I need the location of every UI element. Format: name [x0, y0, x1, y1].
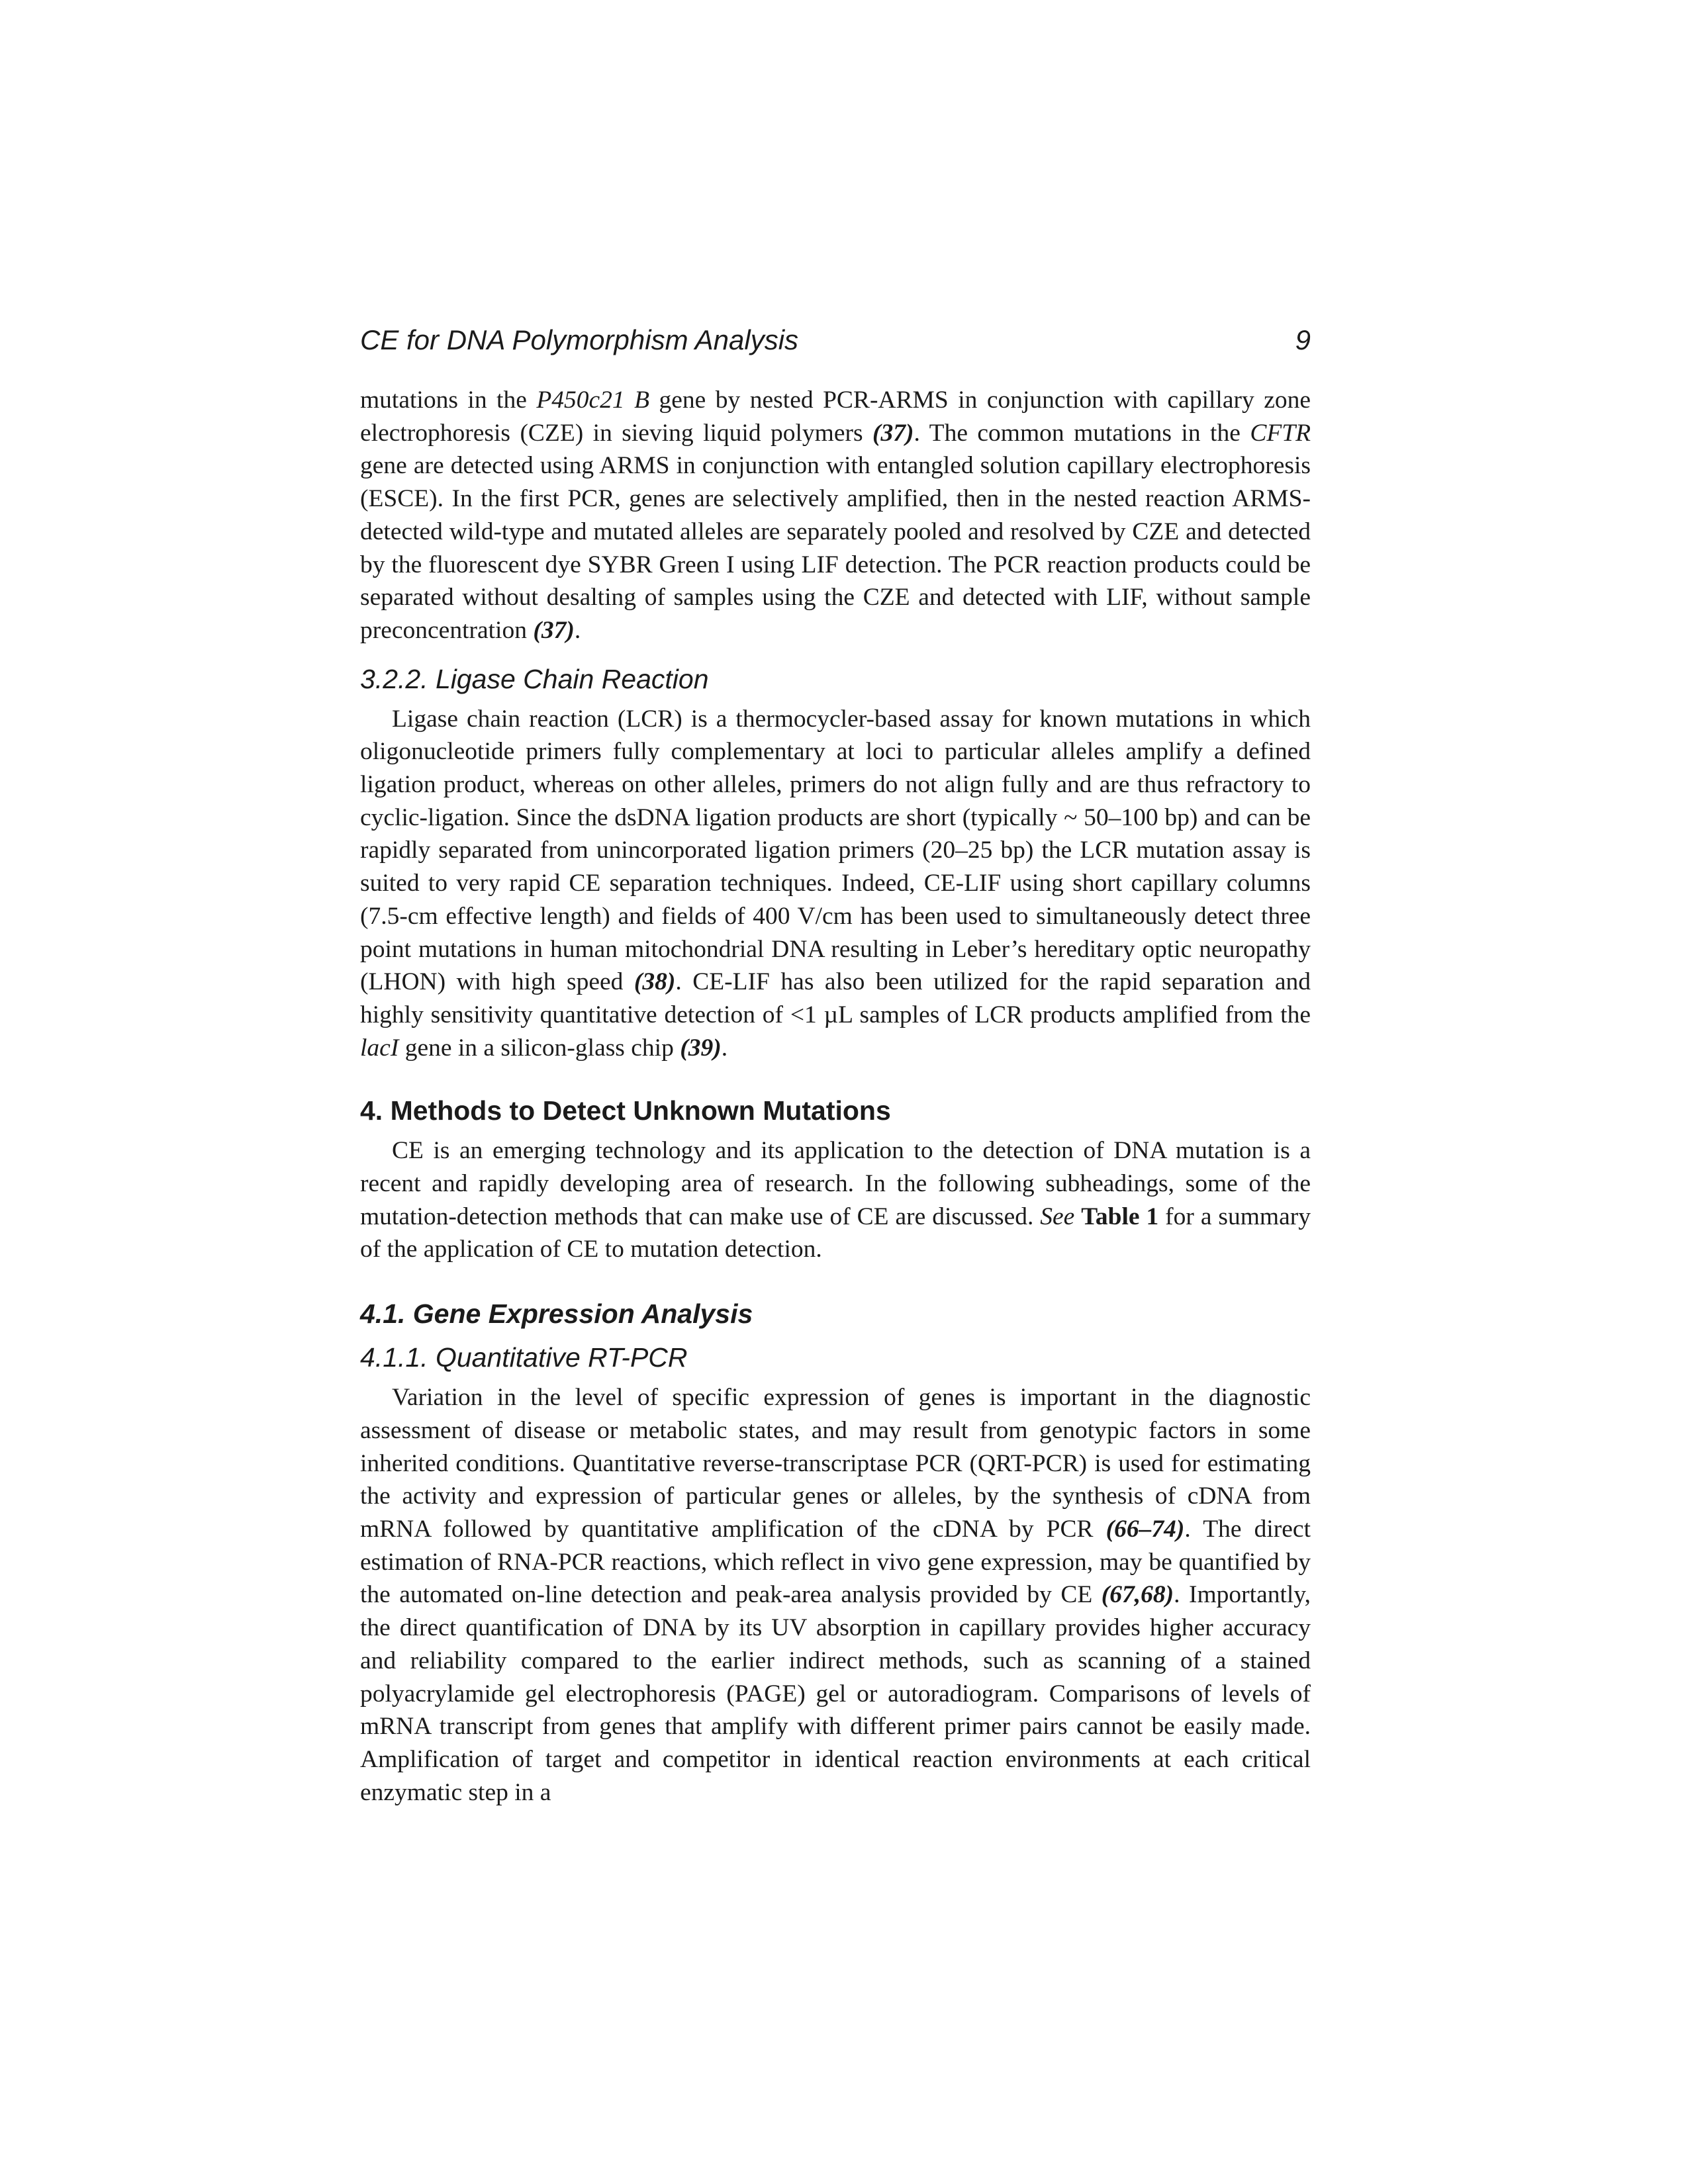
paragraph-continued: [360, 384, 1311, 647]
citation-ref: (39): [680, 1034, 722, 1062]
text-run: gene in a silicon-glass chip: [399, 1034, 680, 1062]
paragraph-qrt-pcr: [360, 1381, 1311, 1809]
citation-ref: (38): [633, 968, 676, 996]
heading-4-1: 4.1. Gene Expression Analysis: [360, 1298, 753, 1330]
text-run: [1074, 1203, 1081, 1230]
running-title: CE for DNA Polymorphism Analysis: [360, 324, 799, 355]
gene-name: CFTR: [1250, 419, 1311, 447]
text-run: Variation in the level of specific expression of genes is important in the diagnostic assessment of disease or metabolic states, and may result from genotypic factors in some inherited conditions. Quantitative reverse-transcriptase PCR (QRT-PCR) is used for estimating the activity and expression of particular genes or alleles, by the synthesis of cDNA from mRNA followed by quantitative amplification of the cDNA by PCR: [360, 1384, 1311, 1543]
paragraph-unknown-mutations: [360, 1134, 1311, 1266]
heading-3-2-2: 3.2.2. Ligase Chain Reaction: [360, 663, 709, 694]
text-run: for a summary of the application of CE to mutation detection.: [360, 1203, 1311, 1263]
text-run: mutations in the: [360, 387, 537, 414]
text-run: .: [574, 616, 581, 644]
gene-name: lacI: [360, 1034, 399, 1062]
text-run: . The common mutations in the: [914, 419, 1250, 447]
citation-ref: (37): [872, 419, 914, 447]
page: [360, 322, 1311, 1809]
text-run: CE is an emerging technology and its application to the detection of DNA mutation is a recent and rapidly developing area of research. In the following subheadings, some of the mutation-detection methods that can make use of CE are discussed.: [360, 1137, 1311, 1230]
citation-ref: (37): [533, 616, 575, 644]
text-run: Ligase chain reaction (LCR) is a thermocycler-based assay for known mutations in which oligonucleotide primers fully complementary at loci to particular alleles amplify a defined ligation product, whereas on other alleles, primers do not align fully and are thus refractory to cyclic-ligation. Since the dsDNA ligation products are short (typically ~ 50–100 bp) and can be rapidly separated from unincorporated ligation primers (20–25 bp) the LCR mutation assay is suited to very rapid CE separation techniques. Indeed, CE-LIF using short capillary columns (7.5-cm effective length) and fields of 400 V/cm has been used to simultaneously detect three point mutations in human mitochondrial DNA resulting in Leber’s hereditary optic neuropathy (LHON) with high speed: [360, 705, 1311, 996]
text-run: . The direct estimation of RNA-PCR reactions, which reflect in vivo gene expression, may be quantified by the automated on-line detection and peak-area analysis provided by CE: [360, 1515, 1311, 1609]
citation-ref: (67,68): [1101, 1581, 1174, 1609]
text-run: gene are detected using ARMS in conjunction with entangled solution capillary electrophoresis (ESCE). In the first PCR, genes are selectively amplified, then in the nested reaction ARMS-detected wild-type and mutated alleles are separately pooled and resolved by CZE and detected by the fluorescent dye SYBR Green I using LIF detection. The PCR reaction products could be separated without desalting of samples using the CZE and detected with LIF, without sample preconcentration: [360, 452, 1311, 644]
text-run: . CE-LIF has also been utilized for the rapid separation and highly sensitivity quantitative detection of <1 µL samples of LCR products amplified from the: [360, 968, 1311, 1028]
heading-4-1-1: 4.1.1. Quantitative RT-PCR: [360, 1342, 688, 1373]
heading-section-4: 4. Methods to Detect Unknown Mutations: [360, 1095, 891, 1126]
text-run: . Importantly, the direct quantification of DNA by its UV absorption in capillary provides higher accuracy and reliability compared to the earlier indirect methods, such as scanning of a stained polyacrylamide gel electrophoresis (PAGE) gel or autoradiogram. Comparisons of levels of mRNA transcript from genes that amplify with different primer pairs cannot be easily made. Amplification of target and competitor in identical reaction environments at each critical enzymatic step in a: [360, 1581, 1311, 1806]
table-ref: Table 1: [1081, 1203, 1159, 1230]
paragraph-lcr: [360, 703, 1311, 1065]
running-head: [360, 322, 1311, 364]
see-word: See: [1040, 1203, 1075, 1230]
text-run: .: [721, 1034, 728, 1062]
text-run: gene by nested PCR-ARMS in conjunction with capillary zone electrophoresis (CZE) in sieving liquid polymers: [360, 387, 1311, 447]
citation-ref: (66–74): [1105, 1515, 1185, 1543]
page-number: 9: [1295, 324, 1311, 355]
gene-name: P450c21 B: [536, 387, 650, 414]
